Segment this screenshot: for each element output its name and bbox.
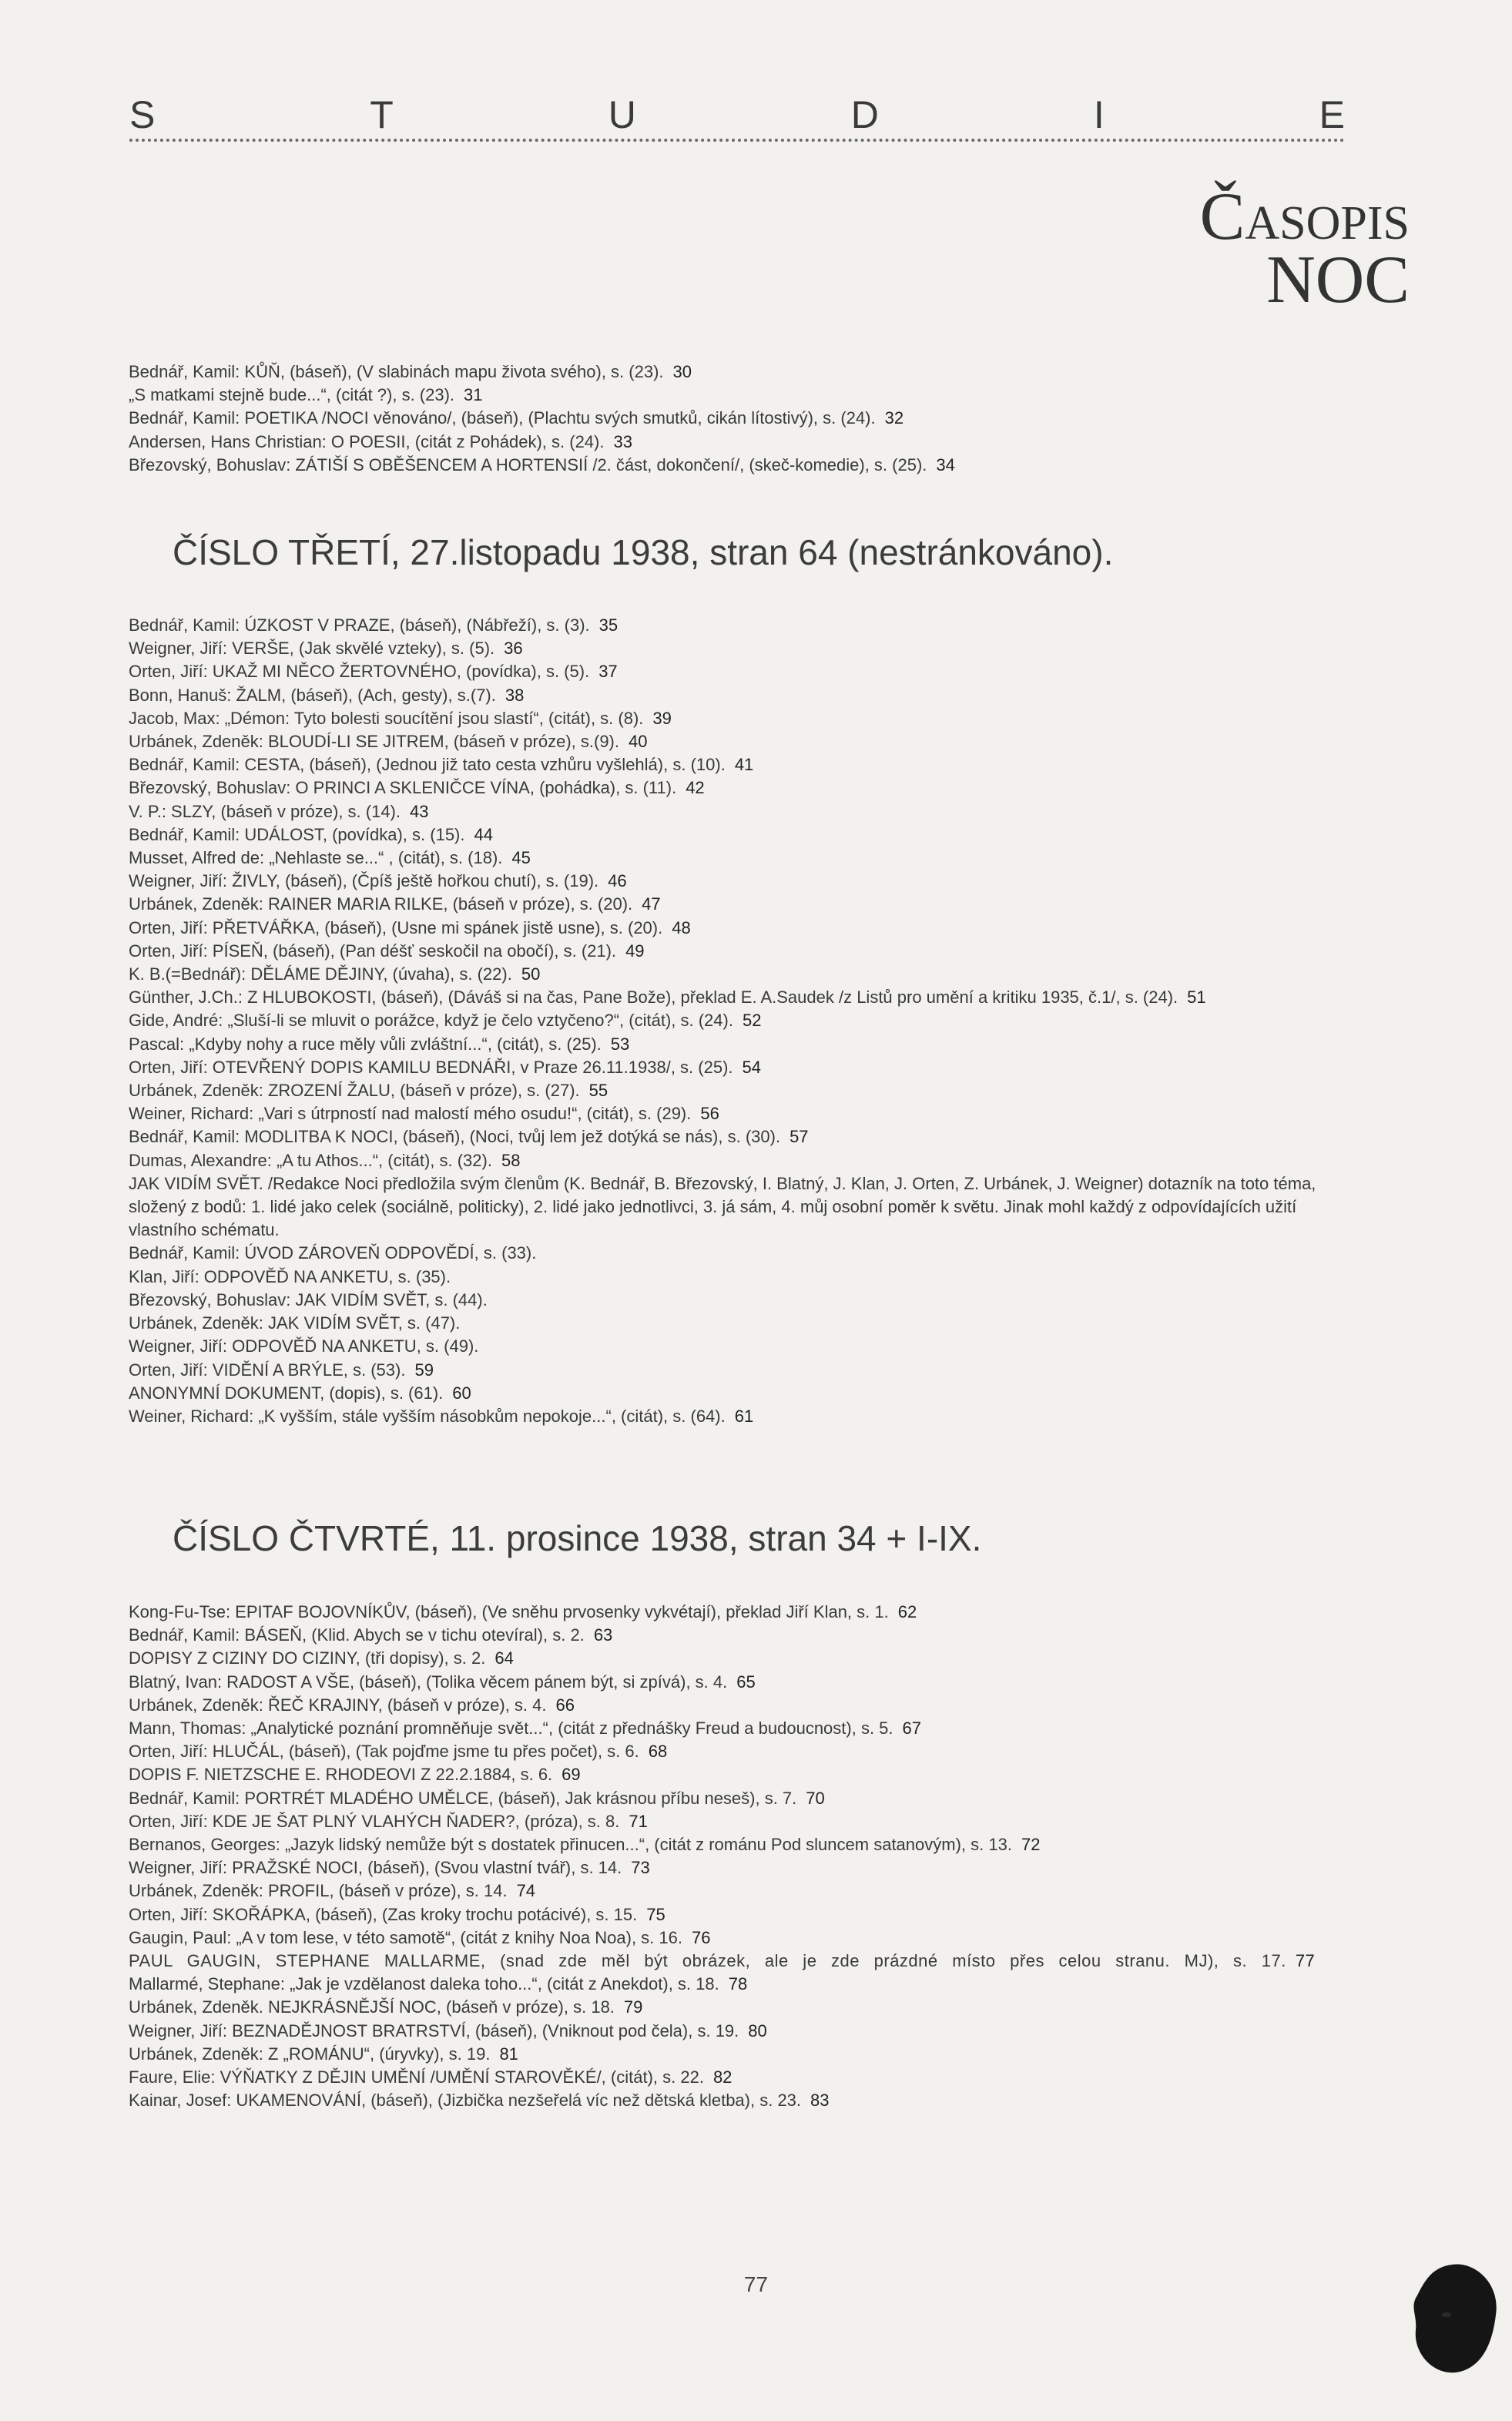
entry-text: „S matkami stejně bude...“, (citát ?), s. (23). bbox=[129, 385, 455, 405]
list-item bbox=[129, 1056, 1330, 1079]
list-item bbox=[129, 2066, 1330, 2089]
entry-text: Weigner, Jiří: VERŠE, (Jak skvělé vzteky), s. (5). bbox=[129, 639, 495, 659]
entry-text: V. P.: SLZY, (báseň v próze), s. (14). bbox=[129, 801, 401, 821]
entry-number: 38 bbox=[505, 685, 525, 705]
list-item bbox=[129, 1289, 1330, 1312]
list-item bbox=[129, 1671, 1330, 1694]
entry-text: Weigner, Jiří: ODPOVĚĎ NA ANKETU, s. (49). bbox=[129, 1336, 479, 1356]
entry-number: 47 bbox=[642, 894, 661, 914]
entry-text: Gide, André: „Sluší-li se mluvit o porážce, když je čelo vztyčeno?“, (citát), s. (24). bbox=[129, 1011, 733, 1031]
entry-number: 75 bbox=[646, 1904, 665, 1924]
entry-text: Bednář, Kamil: UDÁLOST, (povídka), s. (15). bbox=[129, 824, 465, 844]
entry-number: 81 bbox=[499, 2044, 518, 2064]
entry-list-top bbox=[129, 360, 1330, 477]
header-dotted-rule bbox=[129, 139, 1345, 142]
list-item bbox=[129, 1335, 1330, 1358]
list-item bbox=[129, 847, 1330, 870]
entry-text: Orten, Jiří: PÍSEŇ, (báseň), (Pan déšť seskočil na obočí), s. (21). bbox=[129, 941, 617, 961]
list-item bbox=[129, 1833, 1330, 1856]
list-item bbox=[129, 614, 1330, 637]
list-item bbox=[129, 1879, 1330, 1903]
entry-text: Bednář, Kamil: ÚVOD ZÁROVEŇ ODPOVĚDÍ, s. (33). bbox=[129, 1243, 537, 1263]
list-item bbox=[129, 1996, 1330, 2019]
entry-number: 67 bbox=[902, 1719, 922, 1739]
entry-text: PAUL GAUGIN, STEPHANE MALLARME, (snad zde měl být obrázek, ale je zde prázdné místo přes celou stranu. MJ), s. 17. bbox=[129, 1951, 1286, 1971]
entry-number: 46 bbox=[608, 871, 627, 891]
entry-number: 71 bbox=[629, 1811, 648, 1831]
list-item bbox=[129, 1382, 1330, 1405]
entry-text: Orten, Jiří: UKAŽ MI NĚCO ŽERTOVNÉHO, (povídka), s. (5). bbox=[129, 662, 590, 682]
entry-text: Bednář, Kamil: CESTA, (báseň), (Jednou již tato cesta vzhůru vyšlehlá), s. (10). bbox=[129, 755, 726, 775]
entry-number: 55 bbox=[588, 1081, 608, 1101]
entry-text: Orten, Jiří: OTEVŘENÝ DOPIS KAMILU BEDNÁŘI, v Praze 26.11.1938/, s. (25). bbox=[129, 1057, 733, 1077]
entry-number: 80 bbox=[748, 2020, 767, 2040]
list-item bbox=[129, 431, 1330, 454]
entry-number: 63 bbox=[593, 1625, 613, 1645]
list-item bbox=[129, 1647, 1330, 1670]
list-item bbox=[129, 360, 1330, 384]
entry-text: Orten, Jiří: VIDĚNÍ A BRÝLE, s. (53). bbox=[129, 1360, 406, 1380]
entry-text: Orten, Jiří: PŘETVÁŘKA, (báseň), (Usne mi spánek jistě usne), s. (20). bbox=[129, 917, 663, 937]
entry-number: 57 bbox=[790, 1127, 809, 1147]
entry-text: Weigner, Jiří: ŽIVLY, (báseň), (Čpíš ještě hořkou chutí), s. (19). bbox=[129, 871, 599, 891]
entry-text: Urbánek, Zdeněk: PROFIL, (báseň v próze), s. 14. bbox=[129, 1881, 508, 1901]
entry-text: Bednář, Kamil: BÁSEŇ, (Klid. Abych se v tichu otevíral), s. 2. bbox=[129, 1625, 585, 1645]
entry-number: 33 bbox=[613, 431, 632, 451]
entry-number: 76 bbox=[691, 1927, 711, 1947]
list-item bbox=[129, 1312, 1330, 1335]
issue-heading-third: ČÍSLO TŘETÍ, 27.listopadu 1938, stran 64 (nestránkováno). bbox=[173, 532, 1114, 572]
entry-number: 61 bbox=[734, 1406, 754, 1426]
entry-text: Dumas, Alexandre: „A tu Athos...“, (citát), s. (32). bbox=[129, 1150, 492, 1170]
entry-list-fourth bbox=[129, 1601, 1330, 2112]
list-item bbox=[129, 986, 1330, 1009]
section-label-studie bbox=[129, 92, 1345, 139]
entry-number: 32 bbox=[884, 408, 904, 428]
entry-number: 62 bbox=[897, 1602, 917, 1621]
list-item bbox=[129, 407, 1330, 430]
header-letter: I bbox=[1093, 93, 1105, 136]
entry-number: 83 bbox=[810, 2091, 830, 2111]
list-item bbox=[129, 1973, 1330, 1996]
entry-text: Weigner, Jiří: BEZNADĚJNOST BRATRSTVÍ, (báseň), (Vniknout pod čela), s. 19. bbox=[129, 2020, 739, 2040]
entry-number: 54 bbox=[742, 1057, 761, 1077]
list-item bbox=[129, 776, 1330, 800]
entry-number: 53 bbox=[610, 1034, 630, 1054]
entry-text: Bednář, Kamil: ÚZKOST V PRAZE, (báseň), (Nábřeží), s. (3). bbox=[129, 615, 590, 635]
entry-number: 78 bbox=[728, 1974, 748, 1994]
header-letter: U bbox=[608, 93, 636, 136]
list-item bbox=[129, 1856, 1330, 1879]
entry-list-third bbox=[129, 614, 1330, 1428]
list-item bbox=[129, 963, 1330, 986]
entry-text: Březovský, Bohuslav: JAK VIDÍM SVĚT, s. (44). bbox=[129, 1289, 488, 1309]
list-item bbox=[129, 684, 1330, 707]
ink-blot-icon bbox=[1410, 2261, 1502, 2376]
entry-text: Gaugin, Paul: „A v tom lese, v této samotě“, (citát z knihy Noa Noa), s. 16. bbox=[129, 1927, 682, 1947]
list-item bbox=[129, 1717, 1330, 1740]
entry-number: 49 bbox=[625, 941, 645, 961]
entry-text: Mann, Thomas: „Analytické poznání promněňuje svět...“, (citát z přednášky Freud a budoucnost), s. 5. bbox=[129, 1719, 893, 1739]
list-item bbox=[129, 1266, 1330, 1289]
journal-title-line2: NOC bbox=[1266, 243, 1410, 317]
list-item bbox=[129, 1740, 1330, 1763]
entry-text: Březovský, Bohuslav: O PRINCI A SKLENIČCE VÍNA, (pohádka), s. (11). bbox=[129, 778, 677, 798]
entry-text: Weiner, Richard: „K vyšším, stále vyšším násobkům nepokoje...“, (citát), s. (64). bbox=[129, 1406, 726, 1426]
entry-number: 37 bbox=[598, 662, 618, 682]
header-letter: S bbox=[129, 93, 156, 136]
entry-text: Musset, Alfred de: „Nehlaste se...“ , (citát), s. (18). bbox=[129, 848, 503, 868]
entry-number: 72 bbox=[1021, 1835, 1041, 1855]
list-item bbox=[129, 1172, 1330, 1242]
list-item bbox=[129, 1079, 1330, 1102]
entry-text: Kong-Fu-Tse: EPITAF BOJOVNÍKŮV, (báseň), (Ve sněhu prvosenky vykvétají), překlad Jiří Klan, s. 1. bbox=[129, 1602, 889, 1621]
entry-text: Weiner, Richard: „Vari s útrpností nad malostí mého osudu!“, (citát), s. (29). bbox=[129, 1104, 692, 1124]
entry-number: 42 bbox=[686, 778, 705, 798]
list-item bbox=[129, 1926, 1330, 1950]
entry-number: 66 bbox=[555, 1695, 575, 1715]
entry-text: ANONYMNÍ DOKUMENT, (dopis), s. (61). bbox=[129, 1383, 444, 1403]
list-item bbox=[129, 730, 1330, 753]
entry-text: Blatný, Ivan: RADOST A VŠE, (báseň), (Tolika věcem pánem být, si zpívá), s. 4. bbox=[129, 1672, 728, 1692]
entry-text: Urbánek, Zdeněk: ŘEČ KRAJINY, (báseň v próze), s. 4. bbox=[129, 1695, 547, 1715]
entry-number: 79 bbox=[623, 1997, 643, 2017]
entry-number: 45 bbox=[511, 848, 531, 868]
entry-number: 36 bbox=[504, 639, 523, 659]
page-number: 77 bbox=[743, 2272, 769, 2296]
header-letter: T bbox=[370, 93, 394, 136]
list-item bbox=[129, 2089, 1330, 2112]
entry-text: Březovský, Bohuslav: ZÁTIŠÍ S OBĚŠENCEM A HORTENSIÍ /2. část, dokončení/, (skeč-komedie), s. (25). bbox=[129, 454, 927, 474]
entry-text: Weigner, Jiří: PRAŽSKÉ NOCI, (báseň), (Svou vlastní tvář), s. 14. bbox=[129, 1858, 622, 1878]
list-item bbox=[129, 1624, 1330, 1647]
entry-number: 39 bbox=[652, 708, 672, 728]
entry-number: 52 bbox=[742, 1011, 762, 1031]
entry-number: 40 bbox=[629, 732, 648, 752]
entry-number: 69 bbox=[562, 1765, 581, 1785]
entry-number: 58 bbox=[501, 1150, 521, 1170]
list-item bbox=[129, 1149, 1330, 1172]
entry-text: Klan, Jiří: ODPOVĚĎ NA ANKETU, s. (35). bbox=[129, 1266, 451, 1286]
entry-text: Bonn, Hanuš: ŽALM, (báseň), (Ach, gesty), s.(7). bbox=[129, 685, 496, 705]
list-item bbox=[129, 1810, 1330, 1833]
entry-text: Urbánek, Zdeněk: BLOUDÍ-LI SE JITREM, (báseň v próze), s.(9). bbox=[129, 732, 619, 752]
entry-text: Faure, Elie: VÝŇATKY Z DĚJIN UMĚNÍ /UMĚNÍ STAROVĚKÉ/, (citát), s. 22. bbox=[129, 2067, 704, 2087]
entry-text: Bernanos, Georges: „Jazyk lidský nemůže být s dostatek přinucen...“, (citát z románu Pod sluncem satanovým), s. 13. bbox=[129, 1835, 1012, 1855]
entry-number: 41 bbox=[734, 755, 754, 775]
entry-number: 50 bbox=[521, 964, 541, 984]
entry-text: DOPIS F. NIETZSCHE E. RHODEOVI Z 22.2.1884, s. 6. bbox=[129, 1765, 553, 1785]
header-letter: E bbox=[1319, 93, 1345, 136]
list-item bbox=[129, 2043, 1330, 2066]
list-item bbox=[129, 2020, 1330, 2043]
entry-number: 30 bbox=[672, 362, 692, 381]
list-item bbox=[129, 1787, 1330, 1810]
list-item bbox=[129, 917, 1330, 940]
entry-text: Orten, Jiří: HLUČÁL, (báseň), (Tak pojďme jsme tu přes počet), s. 6. bbox=[129, 1742, 639, 1762]
entry-number: 65 bbox=[736, 1672, 756, 1692]
list-item bbox=[129, 1125, 1330, 1148]
entry-text: Andersen, Hans Christian: O POESII, (citát z Pohádek), s. (24). bbox=[129, 431, 605, 451]
entry-text: Urbánek, Zdeněk: RAINER MARIA RILKE, (báseň v próze), s. (20). bbox=[129, 894, 633, 914]
entry-number: 73 bbox=[631, 1858, 650, 1878]
entry-number: 59 bbox=[414, 1360, 434, 1380]
list-item bbox=[129, 1242, 1330, 1265]
journal-title-line1: Časopis bbox=[1199, 179, 1410, 254]
entry-text: Urbánek, Zdeněk. NEJKRÁSNĚJŠÍ NOC, (báseň v próze), s. 18. bbox=[129, 1997, 615, 2017]
list-item bbox=[129, 1009, 1330, 1032]
entry-number: 34 bbox=[936, 454, 955, 474]
issue-heading-fourth: ČÍSLO ČTVRTÉ, 11. prosince 1938, stran 34 + I-IX. bbox=[173, 1518, 982, 1558]
entry-number: 82 bbox=[712, 2067, 733, 2087]
entry-text: Jacob, Max: „Démon: Tyto bolesti soucítění jsou slastí“, (citát), s. (8). bbox=[129, 708, 644, 728]
entry-number: 44 bbox=[474, 824, 493, 844]
entry-number: 51 bbox=[1187, 988, 1206, 1008]
list-item bbox=[129, 1694, 1330, 1717]
entry-text: K. B.(=Bednář): DĚLÁME DĚJINY, (úvaha), s. (22). bbox=[129, 964, 512, 984]
entry-number: 43 bbox=[410, 801, 429, 821]
entry-text: Urbánek, Zdeněk: ZROZENÍ ŽALU, (báseň v próze), s. (27). bbox=[129, 1081, 580, 1101]
list-item bbox=[129, 660, 1330, 683]
list-item bbox=[129, 1405, 1330, 1428]
entry-text: Urbánek, Zdeněk: JAK VIDÍM SVĚT, s. (47). bbox=[129, 1313, 461, 1333]
list-item bbox=[129, 1763, 1330, 1786]
entry-number: 60 bbox=[452, 1383, 471, 1403]
entry-text: Bednář, Kamil: MODLITBA K NOCI, (báseň), (Noci, tvůj lem jež dotýká se nás), s. (30). bbox=[129, 1127, 781, 1147]
entry-number: 31 bbox=[464, 385, 483, 405]
entry-text: JAK VIDÍM SVĚT. /Redakce Noci předložila svým členům (K. Bednář, B. Březovský, I. Blatný, J. Klan, J. Orten, Z. Urbánek, J. Weigner) dotazník na toto téma, složený z bodů: 1. lidé jako celek (sociálně, politicky), 2. lidé jako jednotlivci, 3. já sám, 4. můj osobní poměr k světu. Jinak mohl každý z odpovídajících užití vlastního schématu. bbox=[129, 1173, 1316, 1240]
entry-text: Urbánek, Zdeněk: Z „ROMÁNU“, (úryvky), s. 19. bbox=[129, 2044, 491, 2064]
entry-text: Mallarmé, Stephane: „Jak je vzdělanost daleka toho...“, (citát z Anekdot), s. 18. bbox=[129, 1974, 719, 1994]
entry-number: 77 bbox=[1295, 1951, 1316, 1971]
entry-number: 74 bbox=[516, 1881, 536, 1901]
list-item bbox=[129, 800, 1330, 823]
list-item bbox=[129, 753, 1330, 776]
list-item bbox=[129, 707, 1330, 730]
entry-text: Orten, Jiří: SKOŘÁPKA, (báseň), (Zas kroky trochu potácivé), s. 15. bbox=[129, 1904, 638, 1924]
list-item bbox=[129, 823, 1330, 847]
entry-text: Bednář, Kamil: KŮŇ, (báseň), (V slabinách mapu života svého), s. (23). bbox=[129, 362, 664, 381]
entry-text: Pascal: „Kdyby nohy a ruce měly vůli zvláštní...“, (citát), s. (25). bbox=[129, 1034, 602, 1054]
list-item bbox=[129, 637, 1330, 660]
list-item bbox=[129, 1033, 1330, 1056]
entry-text: Orten, Jiří: KDE JE ŠAT PLNÝ VLAHÝCH ŇADER?, (próza), s. 8. bbox=[129, 1811, 620, 1831]
entry-text: Bednář, Kamil: PORTRÉT MLADÉHO UMĚLCE, (báseň), Jak krásnou příbu neseš), s. 7. bbox=[129, 1788, 797, 1808]
entry-number: 68 bbox=[648, 1742, 668, 1762]
entry-text: Kainar, Josef: UKAMENOVÁNÍ, (báseň), (Jizbička nezšeřelá víc než dětská kletba), s. 23. bbox=[129, 2091, 802, 2111]
entry-number: 35 bbox=[598, 615, 619, 635]
list-item bbox=[129, 454, 1330, 477]
list-item bbox=[129, 1102, 1330, 1125]
list-item bbox=[129, 940, 1330, 963]
entry-number: 48 bbox=[672, 917, 691, 937]
entry-number: 64 bbox=[495, 1648, 514, 1668]
entry-text: DOPISY Z CIZINY DO CIZINY, (tři dopisy), s. 2. bbox=[129, 1648, 486, 1668]
entry-text: Bednář, Kamil: POETIKA /NOCI věnováno/, (báseň), (Plachtu svých smutků, cikán lítostivý), s. (24). bbox=[129, 408, 876, 428]
header-letter: D bbox=[850, 93, 879, 136]
list-item bbox=[129, 1903, 1330, 1926]
entry-text: Günther, J.Ch.: Z HLUBOKOSTI, (báseň), (Dáváš si na čas, Pane Bože), překlad E. A.Saudek /z Listů pro umění a kritiku 1935, č.1/, s. (24). bbox=[129, 988, 1178, 1008]
entry-number: 70 bbox=[806, 1788, 825, 1808]
entry-number: 56 bbox=[700, 1104, 719, 1124]
list-item bbox=[129, 893, 1330, 916]
list-item bbox=[129, 1359, 1330, 1382]
list-item bbox=[129, 870, 1330, 893]
list-item bbox=[129, 1950, 1330, 1973]
list-item bbox=[129, 384, 1330, 407]
list-item bbox=[129, 1601, 1330, 1624]
